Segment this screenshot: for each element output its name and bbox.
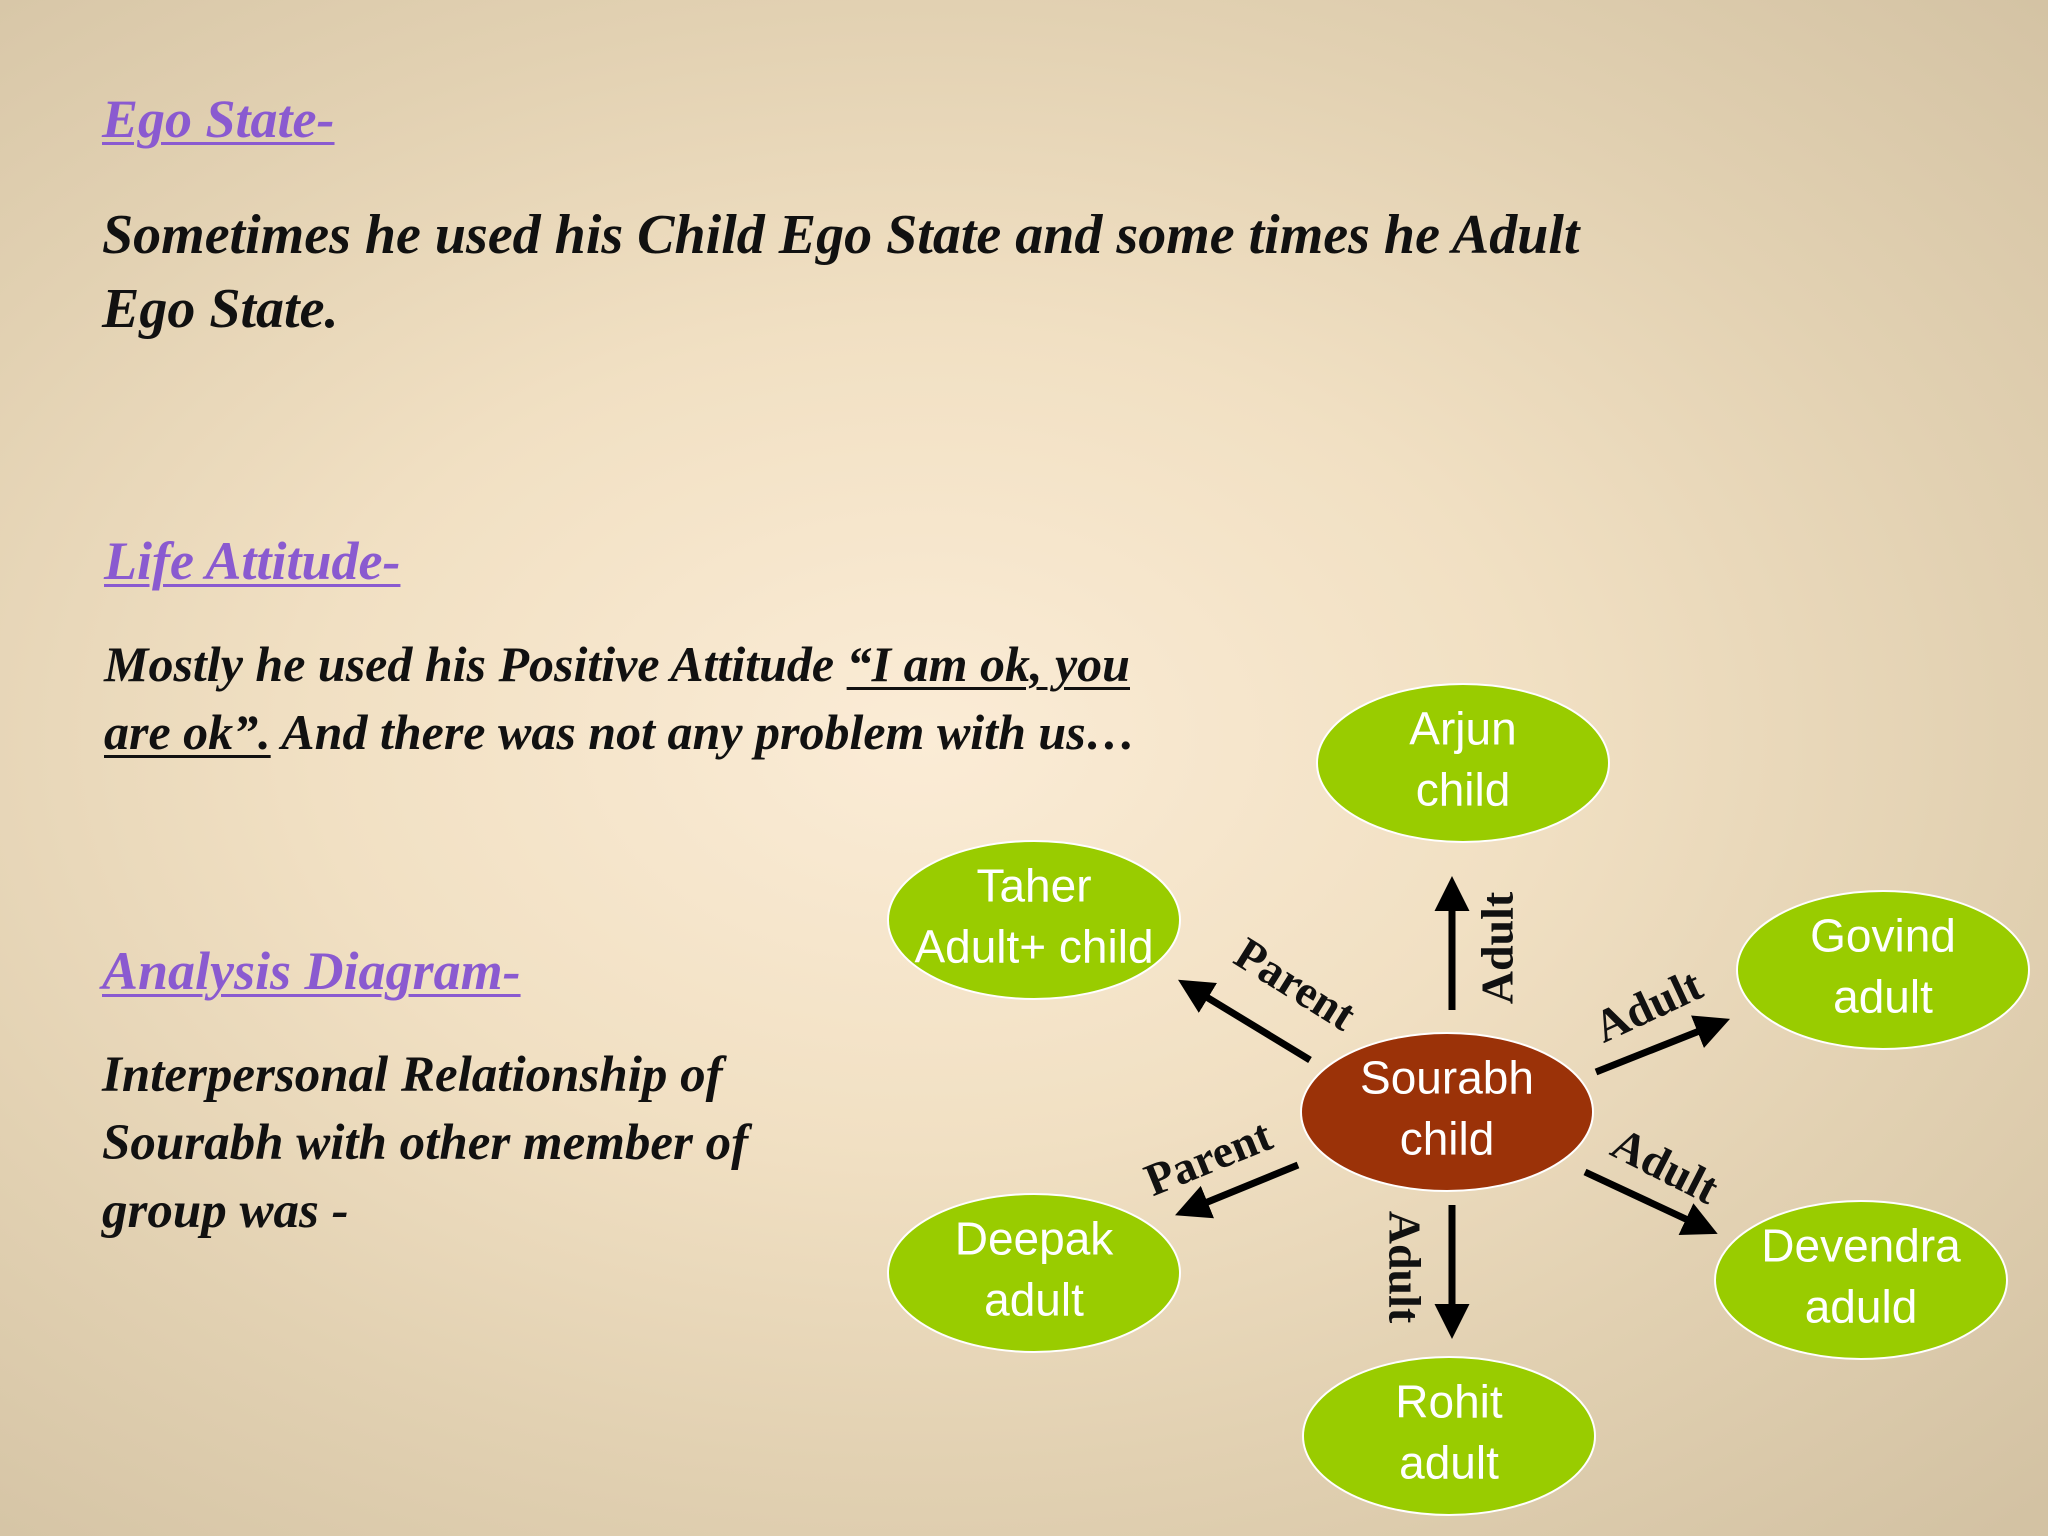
node-sourabh-center-label-line-1: Sourabh bbox=[1360, 1051, 1534, 1104]
node-rohit-label-line-1: Rohit bbox=[1395, 1375, 1503, 1428]
node-deepak-label-line-2: adult bbox=[984, 1273, 1084, 1326]
node-rohit bbox=[1303, 1357, 1595, 1515]
life-attitude-quote-part-1: “I am ok, you bbox=[846, 636, 1130, 692]
analysis-line-1: Interpersonal Relationship of bbox=[102, 1047, 723, 1103]
node-arjun bbox=[1317, 684, 1609, 842]
ego-state-line-1: Sometimes he used his Child Ego State and some times he Adult bbox=[102, 204, 1580, 266]
ego-state-line-2: Ego State. bbox=[102, 278, 339, 340]
edge-label-govind: Adult bbox=[1586, 958, 1710, 1053]
node-sourabh-center bbox=[1301, 1033, 1593, 1191]
node-govind-label-line-2: adult bbox=[1833, 970, 1933, 1023]
node-devendra-label-line-2: aduld bbox=[1804, 1280, 1918, 1333]
node-taher bbox=[888, 841, 1180, 999]
edge-label-taher: Parent bbox=[1226, 927, 1366, 1041]
edge-label-arjun: Adult bbox=[1471, 891, 1523, 1005]
life-attitude-post: And there was not any problem with us… bbox=[270, 704, 1136, 760]
analysis-line-3: group was - bbox=[102, 1183, 349, 1239]
edge-label-deepak: Parent bbox=[1137, 1109, 1279, 1206]
node-sourabh-center-label-line-2: child bbox=[1399, 1112, 1495, 1165]
node-taher-label-line-1: Taher bbox=[976, 859, 1092, 912]
node-devendra-label-line-1: Devendra bbox=[1761, 1219, 1961, 1272]
life-attitude-quote-part-2: are ok”. bbox=[104, 704, 271, 760]
node-arjun-label-line-1: Arjun bbox=[1409, 702, 1517, 755]
edge-label-rohit: Adult bbox=[1379, 1210, 1431, 1324]
node-deepak-label-line-1: Deepak bbox=[954, 1212, 1114, 1265]
life-attitude-pre: Mostly he used his Positive Attitude bbox=[104, 636, 847, 692]
diagram-nodes bbox=[888, 684, 2029, 1515]
node-deepak bbox=[888, 1194, 1180, 1352]
life-attitude-heading: Life Attitude- bbox=[104, 531, 401, 591]
node-arjun-label-line-2: child bbox=[1415, 763, 1511, 816]
node-devendra bbox=[1715, 1201, 2007, 1359]
analysis-diagram-heading: Analysis Diagram- bbox=[102, 941, 521, 1001]
node-govind-label-line-1: Govind bbox=[1810, 909, 1956, 962]
ego-state-heading: Ego State- bbox=[102, 89, 335, 149]
node-taher-label-line-2: Adult+ child bbox=[914, 920, 1154, 973]
edge-label-devendra: Adult bbox=[1603, 1117, 1727, 1214]
node-govind bbox=[1737, 891, 2029, 1049]
analysis-line-2: Sourabh with other member of bbox=[102, 1115, 749, 1171]
node-rohit-label-line-2: adult bbox=[1399, 1436, 1499, 1489]
